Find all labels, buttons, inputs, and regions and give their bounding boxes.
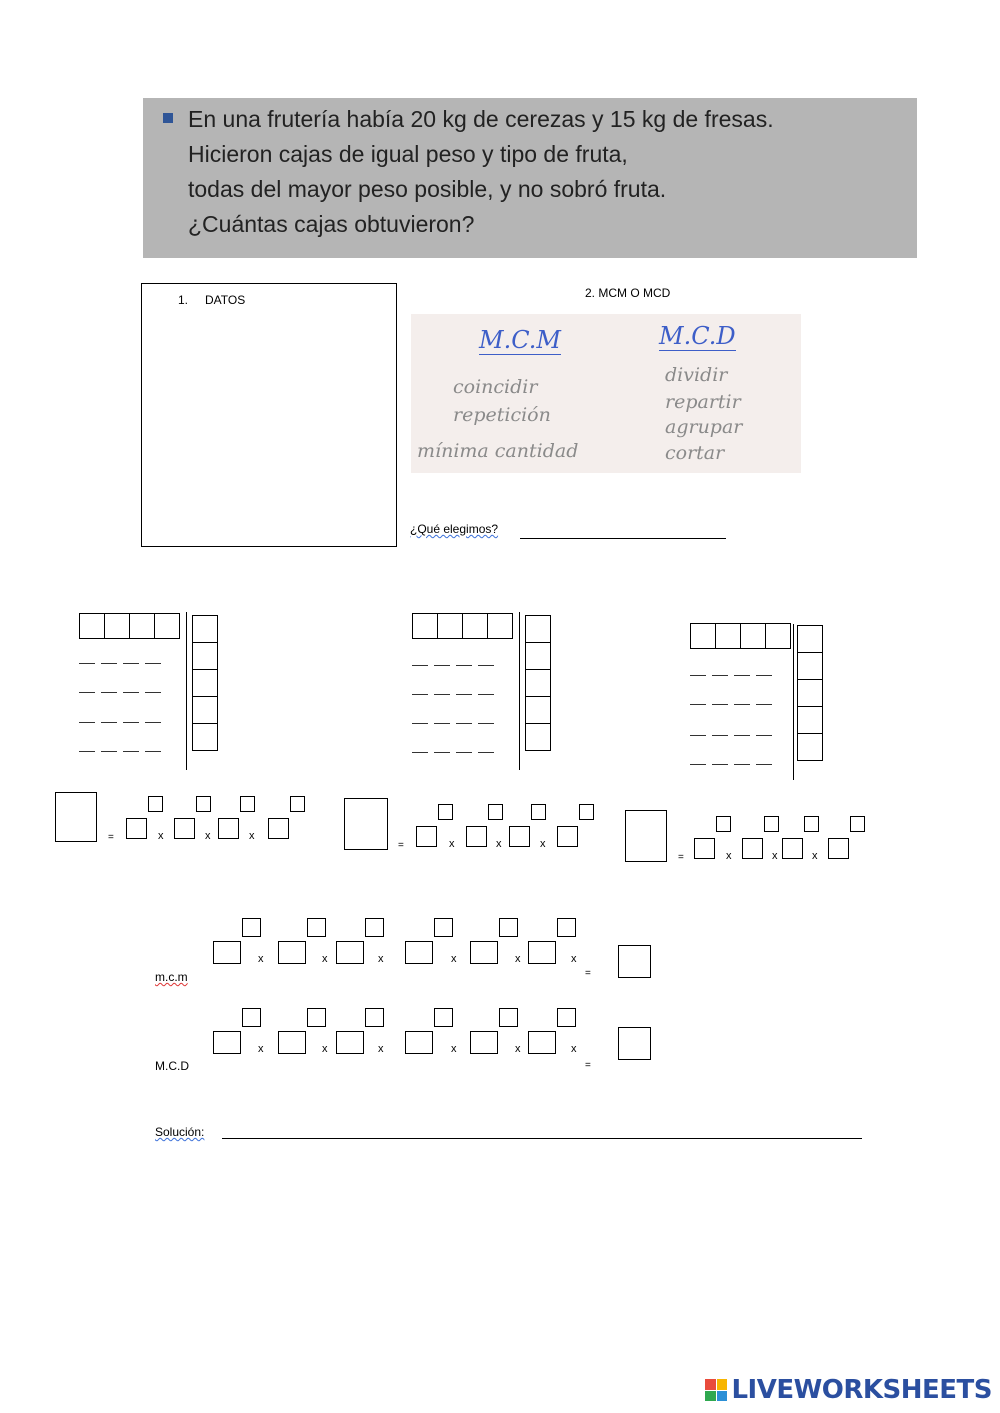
question-text: ¿Qué elegimos? [410,522,499,536]
exponent-box[interactable] [499,1008,518,1027]
quotient-blank [434,723,450,724]
quotient-blank [412,665,428,666]
exponent-box[interactable] [434,918,453,937]
exponent-box[interactable] [764,816,779,832]
times-sign: x [540,838,546,850]
bullet-icon [163,113,173,123]
base-box[interactable] [557,826,578,847]
solution-answer-line[interactable] [222,1138,862,1139]
divisor-box[interactable] [192,642,218,670]
times-sign: x [378,1043,384,1055]
times-sign: x [812,850,818,862]
result-box[interactable] [618,1027,651,1060]
number-digit-box[interactable] [129,613,155,639]
exponent-box[interactable] [531,804,546,820]
times-sign: x [451,953,457,965]
quotient-blank [101,751,117,752]
number-box[interactable] [55,792,97,842]
exponent-box[interactable] [579,804,594,820]
exponent-box[interactable] [365,1008,384,1027]
times-sign: x [571,953,577,965]
times-sign: x [249,830,255,842]
hint-mcm-word: coincidir [453,376,538,398]
logo-mark-icon [705,1379,727,1401]
quotient-blank [145,722,161,723]
times-sign: x [205,830,211,842]
quotient-blank [456,694,472,695]
quotient-blank [123,692,139,693]
quotient-blank [478,752,494,753]
divisor-box[interactable] [797,706,823,734]
mcd-label: M.C.D [155,1059,189,1073]
quotient-blank [145,663,161,664]
divisor-box[interactable] [797,625,823,653]
problem-line: todas del mayor peso posible, y no sobró fruta. [188,176,667,202]
equals-sign: = [108,832,114,843]
number-digit-box[interactable] [740,623,766,649]
exponent-box[interactable] [850,816,865,832]
number-digit-box[interactable] [462,613,488,639]
base-box[interactable] [174,818,195,839]
question-answer-line[interactable] [520,538,726,539]
divisor-box[interactable] [525,615,551,643]
equals-sign: = [585,1060,591,1071]
quotient-blank [145,751,161,752]
times-sign: x [322,953,328,965]
quotient-blank [412,694,428,695]
base-box[interactable] [213,1031,241,1054]
number-digit-box[interactable] [715,623,741,649]
quotient-blank [101,692,117,693]
exponent-box[interactable] [716,816,731,832]
quotient-blank [734,764,750,765]
quotient-blank [756,735,772,736]
division-line [793,624,794,780]
base-box[interactable] [278,941,306,964]
times-sign: x [258,1043,264,1055]
exponent-box[interactable] [499,918,518,937]
brand-name: LIVEWORKSHEETS [731,1375,992,1405]
exponent-box[interactable] [804,816,819,832]
problem-statement [143,98,917,258]
times-sign: x [322,1043,328,1055]
base-box[interactable] [509,826,530,847]
exponent-box[interactable] [557,918,576,937]
hint-mcm-word: mínima cantidad [417,440,579,462]
quotient-blank [756,764,772,765]
quotient-blank [456,752,472,753]
quotient-blank [456,665,472,666]
base-box[interactable] [213,941,241,964]
base-box[interactable] [336,941,364,964]
divisor-box[interactable] [525,723,551,751]
base-box[interactable] [528,941,556,964]
hint-mcd-word: agrupar [665,416,743,438]
base-box[interactable] [470,1031,498,1054]
quotient-blank [712,735,728,736]
divisor-box[interactable] [797,652,823,680]
quotient-blank [79,751,95,752]
times-sign: x [772,850,778,862]
number-box[interactable] [344,798,388,850]
base-box[interactable] [126,818,147,839]
hint-mcd-word: repartir [665,391,741,413]
quotient-blank [123,663,139,664]
equals-sign: = [678,852,684,863]
divisor-box[interactable] [525,669,551,697]
quotient-blank [101,722,117,723]
base-box[interactable] [268,818,289,839]
exponent-box[interactable] [307,918,326,937]
quotient-blank [123,751,139,752]
quotient-blank [79,692,95,693]
quotient-blank [478,665,494,666]
times-sign: x [449,838,455,850]
exponent-box[interactable] [290,796,305,812]
divisor-box[interactable] [192,615,218,643]
number-digit-box[interactable] [104,613,130,639]
quotient-blank [690,735,706,736]
quotient-blank [101,663,117,664]
quotient-blank [123,722,139,723]
base-box[interactable] [218,818,239,839]
divisor-box[interactable] [797,733,823,761]
number-digit-box[interactable] [487,613,513,639]
equals-sign: = [398,840,404,851]
number-digit-box[interactable] [437,613,463,639]
result-box[interactable] [618,945,651,978]
exponent-box[interactable] [242,918,261,937]
quotient-blank [734,735,750,736]
quotient-blank [690,704,706,705]
number-digit-box[interactable] [79,613,105,639]
number-box[interactable] [625,810,667,862]
times-sign: x [451,1043,457,1055]
quotient-blank [434,665,450,666]
exponent-box[interactable] [307,1008,326,1027]
base-box[interactable] [694,838,715,859]
quotient-blank [734,704,750,705]
times-sign: x [378,953,384,965]
base-box[interactable] [528,1031,556,1054]
quotient-blank [478,723,494,724]
quotient-blank [690,675,706,676]
datos-number: 1. [178,293,189,307]
quotient-blank [456,723,472,724]
number-digit-box[interactable] [412,613,438,639]
datos-box[interactable] [141,283,397,547]
base-box[interactable] [470,941,498,964]
divisor-box[interactable] [192,696,218,724]
number-digit-box[interactable] [154,613,180,639]
base-box[interactable] [782,838,803,859]
base-box[interactable] [828,838,849,859]
exponent-box[interactable] [240,796,255,812]
solution-label-text: Solución: [155,1125,205,1139]
hint-mcd-word: cortar [665,442,725,464]
base-box[interactable] [742,838,763,859]
times-sign: x [515,1043,521,1055]
exponent-box[interactable] [148,796,163,812]
mcm-mcd-heading: 2. MCM O MCD [585,286,671,300]
hint-mcm-title: M.C.M [479,326,561,354]
exponent-box[interactable] [434,1008,453,1027]
base-box[interactable] [278,1031,306,1054]
solution-label [155,1125,204,1139]
exponent-box[interactable] [365,918,384,937]
divisor-box[interactable] [192,723,218,751]
divisor-box[interactable] [525,642,551,670]
exponent-box[interactable] [196,796,211,812]
base-box[interactable] [416,826,437,847]
mcm-label [155,970,188,984]
quotient-blank [79,722,95,723]
exponent-box[interactable] [438,804,453,820]
quotient-blank [434,752,450,753]
hint-mcd-title: M.C.D [659,322,736,350]
number-digit-box[interactable] [690,623,716,649]
base-box[interactable] [336,1031,364,1054]
division-line [519,612,520,770]
hint-image [411,314,801,473]
number-digit-box[interactable] [765,623,791,649]
datos-label: DATOS [205,293,246,307]
divisor-box[interactable] [797,679,823,707]
quotient-blank [756,704,772,705]
quotient-blank [756,675,772,676]
problem-line: ¿Cuántas cajas obtuvieron? [188,211,475,237]
quotient-blank [712,764,728,765]
times-sign: x [726,850,732,862]
problem-line: En una frutería había 20 kg de cerezas y 15 kg de fresas. [188,106,774,132]
times-sign: x [571,1043,577,1055]
equals-sign: = [585,968,591,979]
exponent-box[interactable] [242,1008,261,1027]
mcm-label-text: m.c.m [155,970,188,984]
quotient-blank [79,663,95,664]
quotient-blank [145,692,161,693]
quotient-blank [412,723,428,724]
divisor-box[interactable] [525,696,551,724]
quotient-blank [478,694,494,695]
hint-mcd-word: dividir [665,364,728,386]
quotient-blank [712,675,728,676]
problem-line: Hicieron cajas de igual peso y tipo de fruta, [188,141,628,167]
times-sign: x [258,953,264,965]
exponent-box[interactable] [488,804,503,820]
base-box[interactable] [405,1031,433,1054]
division-line [186,612,187,770]
times-sign: x [158,830,164,842]
times-sign: x [515,953,521,965]
hint-mcm-word: repetición [453,404,551,426]
quotient-blank [434,694,450,695]
quotient-blank [712,704,728,705]
base-box[interactable] [405,941,433,964]
quotient-blank [412,752,428,753]
quotient-blank [734,675,750,676]
exponent-box[interactable] [557,1008,576,1027]
question-label [410,522,498,536]
problem-text [188,102,774,242]
divisor-box[interactable] [192,669,218,697]
times-sign: x [496,838,502,850]
base-box[interactable] [466,826,487,847]
brand-logo [705,1375,992,1405]
quotient-blank [690,764,706,765]
